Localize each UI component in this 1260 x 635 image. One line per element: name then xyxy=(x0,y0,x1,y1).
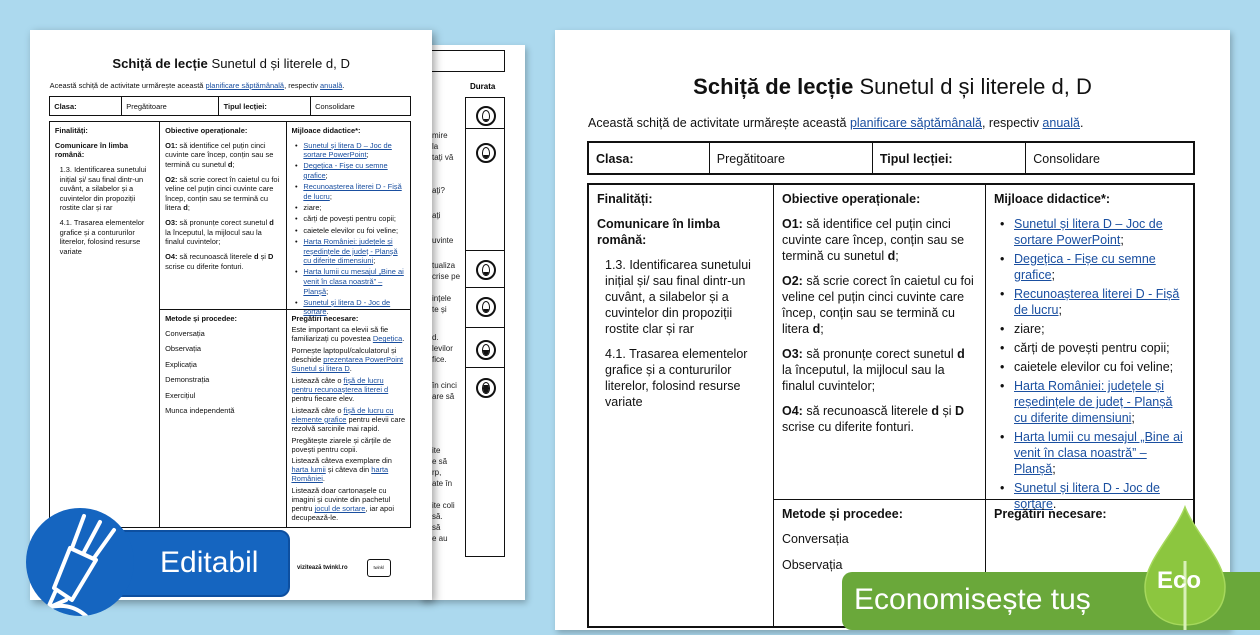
objective-item: O4: să recunoască literele d și D scrise cu diferite fonturi. xyxy=(165,252,274,271)
row-divider xyxy=(465,327,505,328)
materials-list xyxy=(291,141,405,317)
back-page-text-fragment: ințele te și xyxy=(432,294,452,314)
method-item: Conversația xyxy=(782,532,849,546)
timer-icon xyxy=(476,297,496,317)
preparation-item: Listează câteva exemplare din harta lumii și câteva din harta României. xyxy=(291,456,392,484)
objective-item: O3: să pronunțe corect sunetul d la începutul, la mijlocul sau la finalul cuvintelor; xyxy=(165,218,274,247)
material-item[interactable]: • Recunoașterea literei D - Fișă de lucru; xyxy=(994,286,1185,318)
class-label: Clasa: xyxy=(589,143,710,173)
intro-part: Această schiță de activitate urmărește această xyxy=(588,116,850,130)
material-item[interactable]: • Degețica - Fișe cu semne grafice; xyxy=(291,161,405,180)
document-title xyxy=(30,56,432,72)
methods-cell xyxy=(160,309,286,526)
eco-label: Eco xyxy=(1157,567,1202,594)
editable-label: Editabil xyxy=(160,546,259,579)
back-page-text-fragment: în cinci are să xyxy=(432,381,457,401)
back-page-text-fragment: ite coli să. să e au xyxy=(432,501,455,543)
material-item[interactable]: • Recunoașterea literei D - Fișă de lucru; xyxy=(291,182,405,201)
back-page-preview xyxy=(420,45,525,600)
timer-icon xyxy=(476,106,496,126)
method-item: Demonstrația xyxy=(165,375,210,385)
intro-part: , respectiv xyxy=(981,116,1043,130)
material-item[interactable]: • Harta lumii cu mesajul „Bine ai venit în clasa noastră” – Planșă; xyxy=(994,429,1185,477)
finalitate-item: 4.1. Trasarea elementelor grafice și a contururilor literelor, folosind resurse variate xyxy=(605,347,748,409)
material-item[interactable]: • Harta României: județele și reședințele de județ - Planșă cu diferite dimensiuni; xyxy=(291,237,405,266)
timer-icon xyxy=(476,143,496,163)
timer-icon xyxy=(476,340,496,360)
finalitati-subheading: Comunicare în limba română: xyxy=(54,140,128,160)
back-page-text-fragment: uvinte xyxy=(432,236,454,245)
intro-part: . xyxy=(1079,116,1084,130)
objectives-heading: Obiective operaționale: xyxy=(165,125,248,135)
material-item: • ziare; xyxy=(994,321,1185,337)
back-page-text-fragment: ite e să rp, ate în xyxy=(432,446,453,488)
footer-website[interactable]: vizitează twinkl.ro xyxy=(297,564,348,571)
material-item: • caietele elevilor cu foi veline; xyxy=(291,226,405,236)
class-info-table xyxy=(587,141,1195,175)
material-item[interactable]: • Sunetul și litera D - Joc de sortare. xyxy=(291,298,405,317)
finalitate-item: 1.3. Identificarea sunetului inițial și/ sau final dintr-un cuvânt, a silabelor și a cuvintelor din propoziții rostite clar și rar xyxy=(605,258,751,336)
timer-icon xyxy=(476,260,496,280)
finalitati-heading: Finalități: xyxy=(54,125,88,135)
preparation-item: Listează câte o fișă de lucru pentru recunoașterea literei d pentru fiecare elev. xyxy=(291,376,389,403)
row-divider xyxy=(465,287,505,288)
timer-icon xyxy=(476,378,496,398)
objectives-cell xyxy=(774,185,986,499)
method-item: Munca independentă xyxy=(165,406,235,416)
back-page-text-fragment: ați xyxy=(432,211,441,220)
intro-text xyxy=(50,81,345,91)
material-item: • ziare; xyxy=(291,203,405,213)
finalitati-subheading: Comunicare în limba română: xyxy=(597,217,720,247)
objective-item: O1: să identifice cel puțin cinci cuvinte care încep, conțin sau se termină cu sunetul d; xyxy=(165,140,274,169)
class-info-table xyxy=(49,96,411,116)
materials-heading: Mijloace didactice*: xyxy=(291,125,361,135)
preparation-item: Listează doar cartonașele cu imagini și cuvinte din pachetul pentru jocul de sortare, iar apoi decupează-le. xyxy=(291,486,394,523)
objective-item: O3: să pronunțe corect sunetul d la începutul, la mijlocul sau la finalul cuvintelor; xyxy=(782,347,965,393)
title-rest: Sunetul d și literele d, D xyxy=(859,74,1092,99)
material-item[interactable]: • Degețica - Fișe cu semne grafice; xyxy=(994,251,1185,283)
finalitati-heading: Finalități: xyxy=(597,192,653,206)
top-box xyxy=(420,50,505,72)
eco-text: Economisește tuș xyxy=(854,583,1091,616)
title-bold: Schiță de lecție xyxy=(693,74,854,99)
row-divider xyxy=(465,128,505,129)
lesson-type-value: Consolidare xyxy=(315,101,355,111)
preparation-heading: Pregătiri necesare: xyxy=(291,313,359,323)
method-item: Observația xyxy=(782,558,843,572)
back-page-text-fragment: mire la tați vă xyxy=(432,131,454,162)
back-page-text-fragment: tualiza crise pe xyxy=(432,261,461,281)
intro-part: Această schiță de activitate urmărește această xyxy=(49,80,206,90)
row-divider xyxy=(465,367,505,368)
class-label: Clasa: xyxy=(50,97,122,115)
back-page-text-fragment: d. levilor fice. xyxy=(432,333,453,364)
title-rest: Sunetul d și literele d, D xyxy=(211,56,350,72)
twinkl-logo: twinkl xyxy=(367,559,391,577)
back-page-text-fragment: ați? xyxy=(432,186,445,195)
annual-plan-link[interactable]: anuală xyxy=(1042,116,1080,130)
material-item: • caietele elevilor cu foi veline; xyxy=(994,359,1185,375)
lesson-type-label: Tipul lecției: xyxy=(873,143,1026,173)
material-item: • cărți de povești pentru copii; xyxy=(994,340,1185,356)
methods-heading: Metode și procedee: xyxy=(782,507,903,521)
materials-cell xyxy=(287,122,410,317)
objectives-heading: Obiective operaționale: xyxy=(782,192,921,206)
method-item: Exercițiul xyxy=(165,390,196,400)
material-item: • cărți de povești pentru copii; xyxy=(291,214,405,224)
intro-part: , respectiv xyxy=(284,80,321,90)
materials-heading: Mijloace didactice*: xyxy=(994,192,1111,206)
annual-plan-link[interactable]: anuală xyxy=(320,80,343,90)
preparation-cell xyxy=(287,309,410,526)
lesson-type-label: Tipul lecției: xyxy=(219,97,311,115)
lesson-plan-document xyxy=(555,30,1230,630)
materials-list xyxy=(994,216,1185,512)
preparation-item: Listează câte o fișă de lucru cu elemente grafice pentru elevii care rezolvă sarcinile mai rapid. xyxy=(291,405,406,433)
objective-item: O1: să identifice cel puțin cinci cuvinte care încep, conțin sau se termină cu sunetul d; xyxy=(782,217,965,263)
preparation-heading: Pregătiri necesare: xyxy=(994,507,1107,521)
row-divider xyxy=(465,250,505,251)
lesson-table xyxy=(49,121,411,527)
weekly-plan-link[interactable]: planificare săptămânală xyxy=(849,116,982,130)
preparation-item: Pornește laptopul/calculatorul și deschide prezentarea PowerPoint Sunetul și litera D. xyxy=(291,346,404,374)
finalitate-item: 1.3. Identificarea sunetului inițial și/ sau final dintr-un cuvânt, a silabelor și a cuvintelor din propoziții rostite clar și rar xyxy=(59,165,147,213)
method-item: Observația xyxy=(165,344,202,354)
method-item: Conversația xyxy=(165,328,205,338)
objectives-cell xyxy=(160,122,286,309)
class-value: Pregătitoare xyxy=(710,143,873,173)
finalitati-cell xyxy=(589,185,774,626)
materials-cell xyxy=(986,185,1193,511)
intro-text xyxy=(588,115,1083,131)
objective-item: O2: să scrie corect în caietul cu foi veline cel puțin cinci cuvinte care încep, conțin sau se termină cu litera d; xyxy=(782,274,974,336)
intro-part: . xyxy=(342,80,345,90)
objective-item: O4: să recunoască literele d și D scrise cu diferite fonturi. xyxy=(782,404,965,434)
material-item[interactable]: • Harta lumii cu mesajul „Bine ai venit în clasa noastră” – Planșă; xyxy=(291,267,405,296)
document-title xyxy=(555,74,1230,100)
duration-heading: Durata xyxy=(470,82,496,91)
material-item[interactable]: • Sunetul și litera D – Joc de sortare PowerPoint; xyxy=(994,216,1185,248)
objective-item: O2: să scrie corect în caietul cu foi veline cel puțin cinci cuvinte care încep, conțin sau se termină cu litera d; xyxy=(165,174,280,213)
preparation-item: Este important ca elevii să fie familiarizați cu povestea Degețica. xyxy=(291,325,405,344)
lesson-type-value: Consolidare xyxy=(1033,152,1100,166)
lesson-table xyxy=(587,183,1195,628)
material-item[interactable]: • Sunetul și litera D – Joc de sortare PowerPoint; xyxy=(291,141,405,160)
preparation-item: Pregătește ziarele și cărțile de povești pentru copii. xyxy=(291,435,392,454)
method-item: Explicația xyxy=(165,359,197,369)
weekly-plan-link[interactable]: planificare săptămânală xyxy=(205,80,285,90)
leaf-drop-icon xyxy=(1143,505,1227,630)
finalitate-item: 4.1. Trasarea elementelor grafice și a contururilor literelor, folosind resurse variate xyxy=(59,218,145,256)
material-item[interactable]: • Harta României: județele și reședințele de județ - Planșă cu diferite dimensiuni; xyxy=(994,378,1185,426)
methods-heading: Metode și procedee: xyxy=(165,313,237,323)
pencil-icon xyxy=(26,508,134,616)
finalitati-cell xyxy=(50,122,160,526)
right-page-preview xyxy=(555,30,1230,630)
title-bold: Schiță de lecție xyxy=(112,56,208,72)
material-item[interactable]: • Sunetul și litera D - Joc de sortare. xyxy=(994,480,1185,512)
class-value: Pregătitoare xyxy=(122,97,219,115)
